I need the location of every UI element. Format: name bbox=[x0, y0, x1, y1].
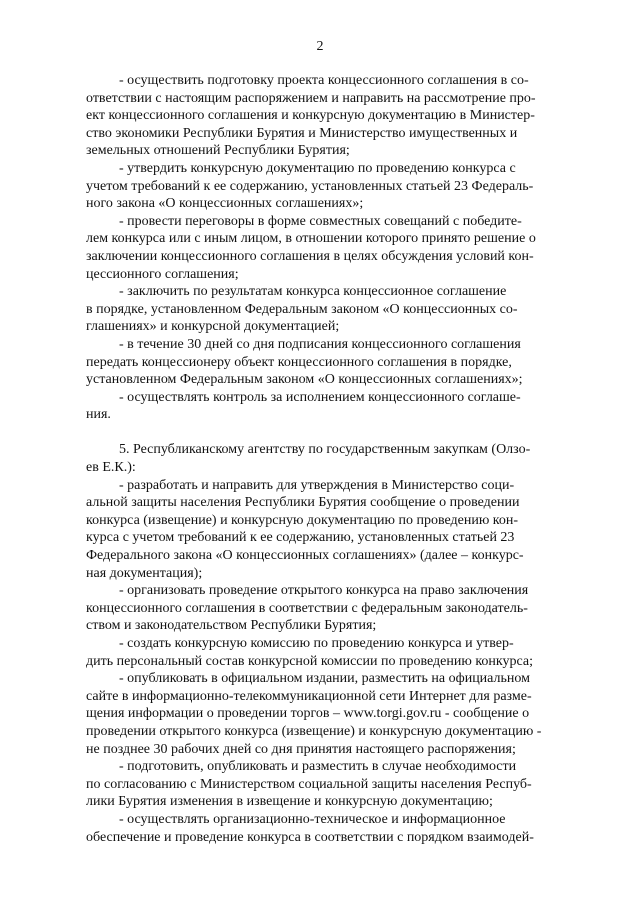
paragraph-approve-documentation: - утвердить конкурсную документацию по проведению конкурса с учетом требований к ее содержанию, установленных статьей 23 Федераль- ного закона «О концессионных соглашениях»; bbox=[86, 160, 534, 212]
paragraph-conclude-agreement: - заключить по результатам конкурса концессионное соглашение в порядке, установленном Федеральным законом «О концессионных со- глашениях» и конкурсной документацией; bbox=[86, 284, 518, 335]
paragraph-publish: - опубликовать в официальном издании, разместить на официальном сайте в информационно-телекоммуникационной сети Интернет для разме- щения информации о проведении торгов – www.torgi.gov.ru - сообщение о проведении открытого конкурса (извещение) и конкурсную документацию - не позднее 30 рабочих дней со дня принятия настоящего распоряжения; bbox=[86, 671, 542, 757]
paragraph-section-5-heading: 5. Республиканскому агентству по государственным закупкам (Олзо- ев Е.К.): bbox=[86, 442, 531, 476]
document-body bbox=[86, 72, 572, 846]
paragraph-prepare-changes: - подготовить, опубликовать и разместить в случае необходимости по согласованию с Министерством социальной защиты населения Респуб- лики Бурятия изменения в извещение и конкурсную документацию; bbox=[86, 759, 532, 810]
page-number: 2 bbox=[316, 39, 324, 54]
paragraph-organizational-support: - осуществлять организационно-техническое и информационное обеспечение и проведение конкурса в соответствии с порядком взаимодей- bbox=[86, 811, 534, 845]
paragraph-gap bbox=[86, 424, 572, 442]
paragraph-organize-contest: - организовать проведение открытого конкурса на право заключения концессионного соглашения в соответствии с федеральным законодатель- ством и законодательством Республики Бурятия; bbox=[86, 583, 529, 634]
paragraph-transfer-object: - в течение 30 дней со дня подписания концессионного соглашения передать концессионеру объект концессионного соглашения в порядке, установленном Федеральным законом «О концессионных соглашениях»; bbox=[86, 336, 523, 388]
paragraph-develop-notice: - разработать и направить для утверждения в Министерство соци- альной защиты населения Республики Бурятия сообщение о проведении конкурса (извещение) и конкурсную документацию по проведению кон- курса с учетом требований к ее содержанию, установленных статьей 23 Федерального закона «О концессионных соглашениях» (далее – конкурс- ная документация); bbox=[86, 477, 524, 581]
paragraph-create-commission: - создать конкурсную комиссию по проведению конкурса и утвер- дить персональный состав конкурсной комиссии по проведению конкурса; bbox=[86, 636, 533, 669]
paragraph-control: - осуществлять контроль за исполнением концессионного соглаше- ния. bbox=[86, 389, 521, 423]
paragraph-prepare-draft: - осуществить подготовку проекта концессионного соглашения в со- ответствии с настоящим распоряжением и направить на рассмотрение про- ект концессионного соглашения и конкурсную документацию в Министер- ство экономики Республики Бурятия и Министерство имущественных и земельных отношений Республики Бурятия; bbox=[86, 73, 536, 159]
paragraph-negotiations: - провести переговоры в форме совместных совещаний с победите- лем конкурса или с иным лицом, в отношении которого принято решение о заключении концессионного соглашения в целях обсуждения условий кон- цессионного соглашения; bbox=[86, 213, 536, 282]
